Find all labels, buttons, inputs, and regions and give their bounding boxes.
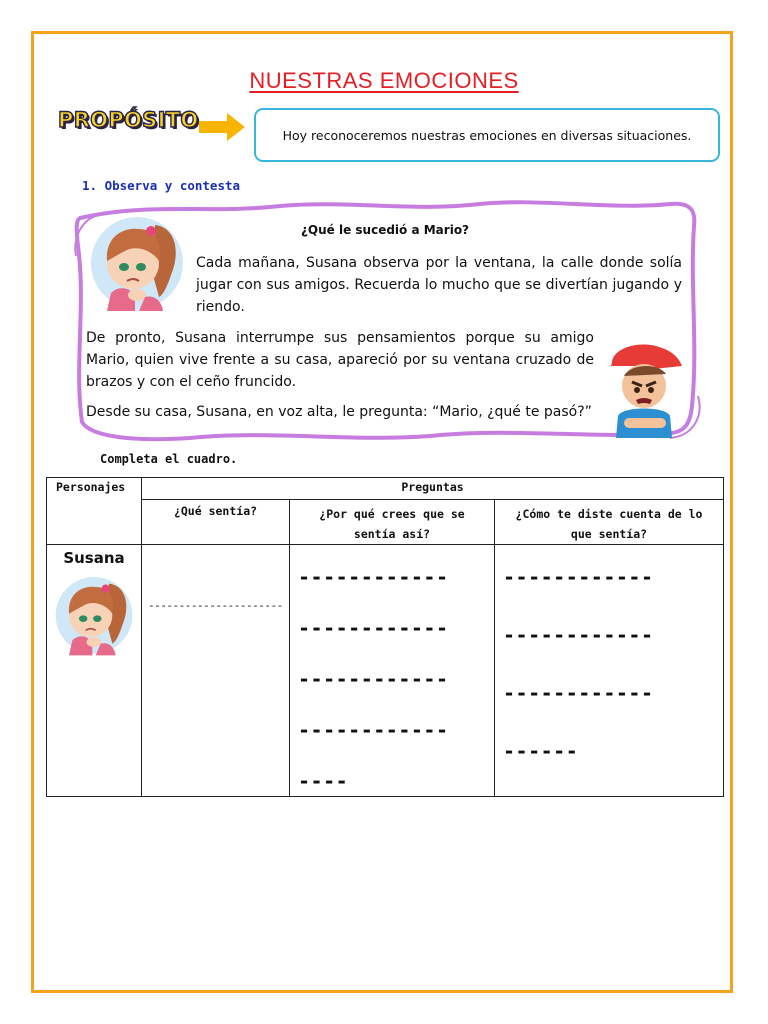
answer-1-line: ---------------------- [148, 599, 283, 612]
answer-2-line: ------------ [298, 667, 449, 691]
header-q3: ¿Cómo te diste cuenta de lo que sentía? [495, 500, 724, 545]
answer-2-line: ------------ [298, 616, 449, 640]
answer-cell-3[interactable] [495, 545, 724, 797]
section-heading: 1. Observa y contesta [82, 178, 241, 193]
story-question: ¿Qué le sucedió a Mario? [300, 223, 470, 237]
header-preguntas: Preguntas [142, 478, 724, 500]
header-spacer [47, 500, 142, 545]
header-q1: ¿Qué sentía? [142, 500, 290, 545]
table-instruction: Completa el cuadro. [100, 452, 238, 466]
susana-avatar [89, 215, 185, 315]
emotions-table [46, 477, 724, 797]
answer-2-line: ------------ [298, 565, 449, 589]
character-name: Susana [63, 549, 125, 567]
answer-2-line: ---- [298, 769, 349, 793]
proposito-logo: PROPÓSITO [58, 108, 199, 132]
character-cell [47, 545, 142, 797]
answer-3-line: ------ [503, 739, 579, 763]
purpose-box [254, 108, 720, 162]
answer-3-line: ------------ [503, 681, 654, 705]
story-paragraph-3: Desde su casa, Susana, en voz alta, le pregunta: “Mario, ¿qué te pasó?” [86, 404, 592, 420]
mario-avatar [604, 340, 686, 440]
page-title: NUESTRAS EMOCIONES [249, 68, 519, 93]
purpose-text: Hoy reconoceremos nuestras emociones en diversas situaciones. [282, 127, 692, 143]
answer-2-line: ------------ [298, 718, 449, 742]
story-paragraph-1: Cada mañana, Susana observa por la ventana, la calle donde solía jugar con sus amigos. Recuerda lo mucho que se divertían jugando y riendo. [196, 255, 682, 315]
answer-cell-1[interactable] [142, 545, 290, 797]
answer-3-line: ------------ [503, 565, 654, 589]
arrow-right-icon [199, 112, 247, 142]
story-paragraph-2: De pronto, Susana interrumpe sus pensamientos porque su amigo Mario, quien vive frente a su casa, apareció por su ventana cruzado de brazos y con el ceño fruncido. [86, 330, 594, 390]
header-q2: ¿Por qué crees que se sentía así? [290, 500, 495, 545]
susana-table-avatar [54, 575, 134, 659]
header-personajes: Personajes [47, 478, 142, 500]
answer-cell-2[interactable] [290, 545, 495, 797]
answer-3-line: ------------ [503, 623, 654, 647]
